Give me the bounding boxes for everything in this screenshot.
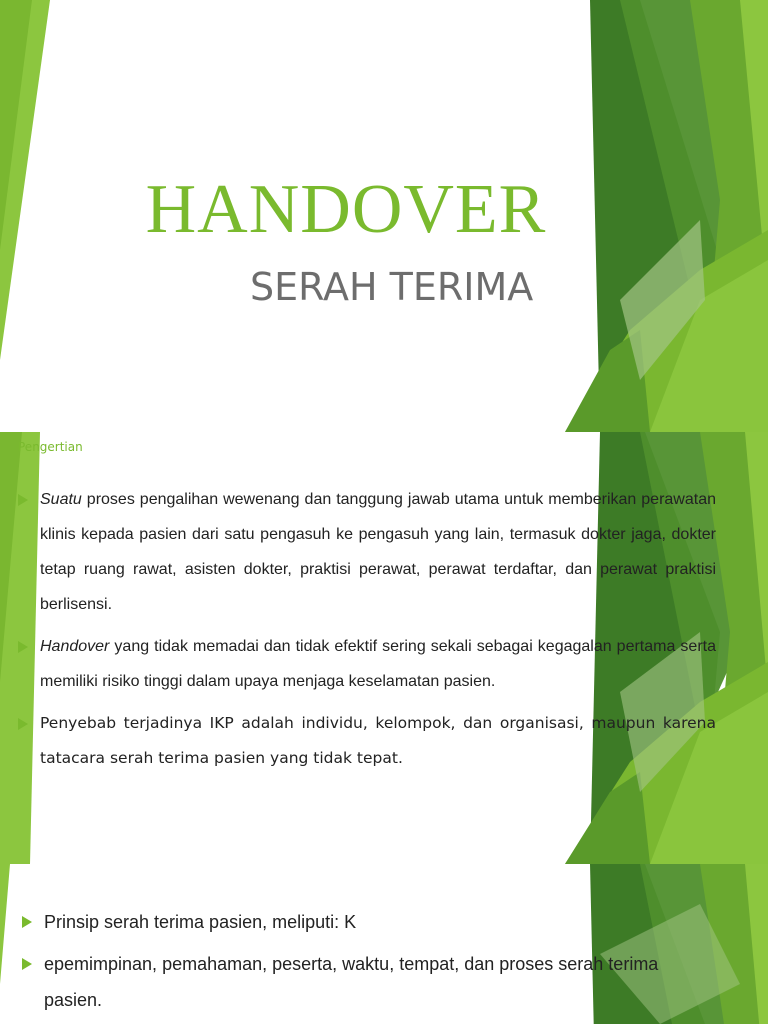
bullet-arrow-icon: [18, 641, 28, 653]
bullet-list: [18, 482, 716, 783]
bullet-lead: Handover: [40, 638, 110, 655]
bullet-list: [22, 904, 682, 1024]
bullet-arrow-icon: [18, 494, 28, 506]
bullet-text: proses pengalihan wewenang dan tanggung jawab utama untuk memberikan perawatan klinis kepada pasien dari satu pengasuh ke pengasuh yang lain, termasuk dokter jaga, dokter tetap ruang rawat, asisten dokter, praktisi perawat, perawat terdaftar, dan perawat praktisi berlisensi.: [40, 491, 716, 613]
bullet-text: Penyebab terjadinya IKP adalah individu, kelompok, dan organisasi, maupun karena tatacara serah terima pasien yang tidak tepat.: [40, 714, 716, 767]
title-slide: [0, 0, 768, 432]
bullet-item: [18, 706, 716, 776]
bullet-text: Prinsip serah terima pasien, meliputi: K: [44, 912, 357, 932]
bullet-lead: Suatu: [40, 491, 82, 508]
bullet-text: epemimpinan, pemahaman, peserta, waktu, tempat, dan proses serah terima pasien.: [44, 954, 659, 1010]
bullet-item: [18, 482, 716, 622]
definition-slide: [0, 432, 768, 864]
slide-subtitle: SERAH TERIMA: [250, 265, 534, 309]
section-label: Pengertian: [18, 440, 83, 454]
bullet-arrow-icon: [22, 916, 32, 928]
bullet-item: [22, 904, 682, 940]
bullet-arrow-icon: [18, 718, 28, 730]
slide-title: HANDOVER: [145, 171, 547, 248]
bullet-item: [22, 946, 682, 1018]
principles-slide: [0, 864, 768, 1024]
bullet-text: yang tidak memadai dan tidak efektif sering sekali sebagai kegagalan pertama serta memiliki risiko tinggi dalam upaya menjaga keselamatan pasien.: [40, 638, 716, 690]
bullet-item: [18, 629, 716, 699]
bullet-arrow-icon: [22, 958, 32, 970]
